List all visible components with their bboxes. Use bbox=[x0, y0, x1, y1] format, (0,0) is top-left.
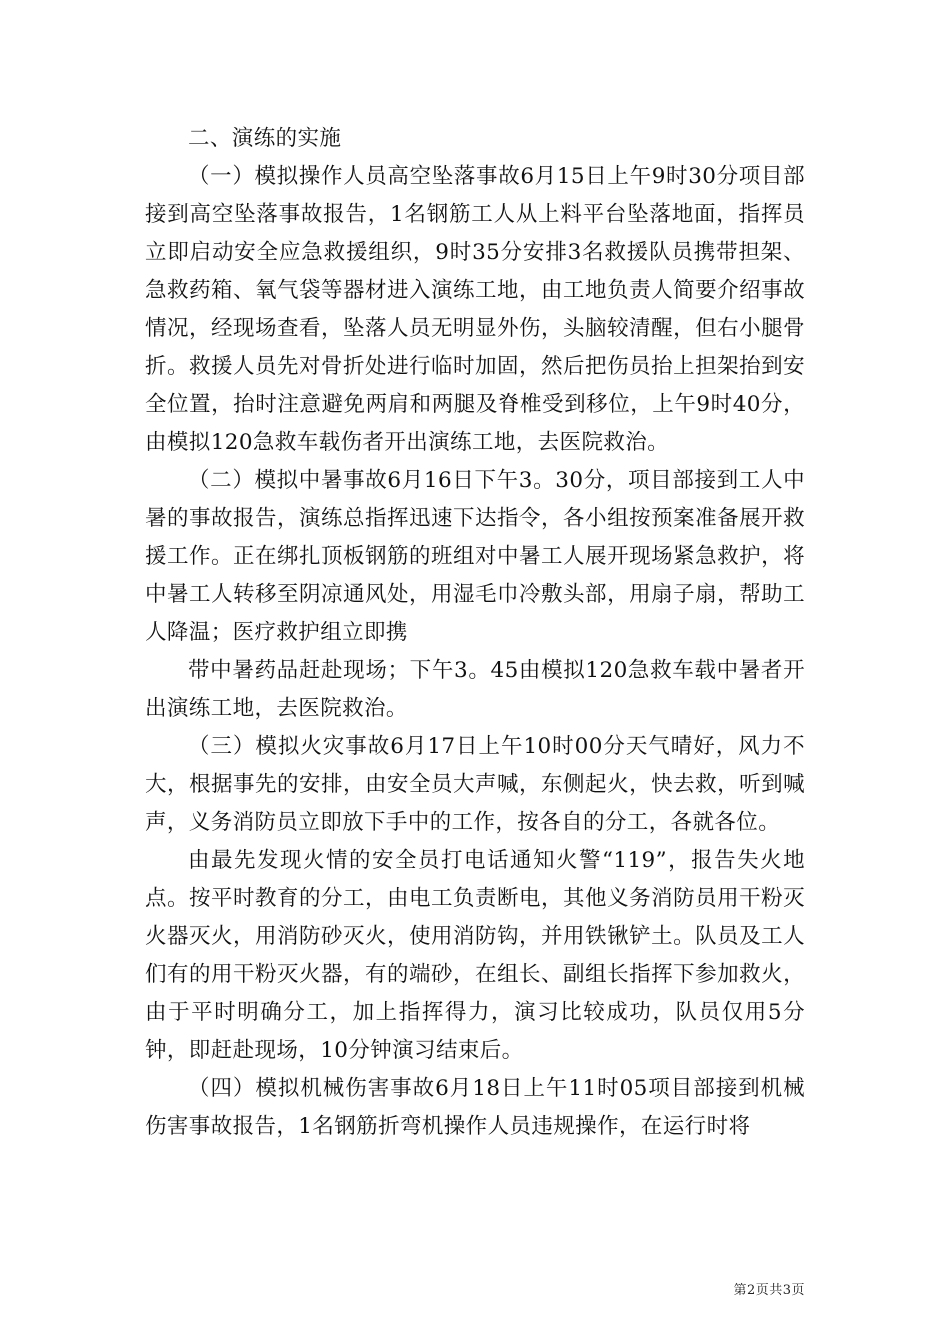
paragraph-fall-accident: （一）模拟操作人员高空坠落事故6月15日上午9时30分项目部接到高空坠落事故报告，1名钢筋工人从上料平台坠落地面，指挥员立即启动安全应急救援组织，9时35分安排3名救援队员携带担架、急救药箱、氧气袋等器材进入演练工地，由工地负责人简要介绍事故情况，经现场查看，坠落人员无明显外伤，头脑较清醒，但右小腿骨折。救援人员先对骨折处进行临时加固，然后把伤员抬上担架抬到安全位置，抬时注意避免两肩和两腿及脊椎受到移位，上午9时40分，由模拟120急救车载伤者开出演练工地，去医院救治。 bbox=[145, 164, 805, 455]
document-body bbox=[145, 120, 805, 1146]
page-number: 第2页共3页 bbox=[733, 1283, 805, 1298]
section-heading: 二、演练的实施 bbox=[188, 126, 342, 151]
paragraph-mechanical-accident: （四）模拟机械伤害事故6月18日上午11时05项目部接到机械伤害事故报告，1名钢筋折弯机操作人员违规操作，在运行时将 bbox=[145, 1076, 805, 1139]
paragraph-fire-accident: （三）模拟火灾事故6月17日上午10时00分天气晴好，风力不大，根据事先的安排，由安全员大声喊，东侧起火，快去救，听到喊声，义务消防员立即放下手中的工作，按各自的分工，各就各位。 bbox=[145, 734, 805, 835]
paragraph-fire-response: 由最先发现火情的安全员打电话通知火警“119”，报告失火地点。按平时教育的分工，由电工负责断电，其他义务消防员用干粉灭火器灭火，用消防砂灭火，使用消防钩，并用铁锹铲土。队员及工人们有的用干粉灭火器，有的端砂，在组长、副组长指挥下参加救火，由于平时明确分工，加上指挥得力，演习比较成功，队员仅用5分钟，即赶赴现场，10分钟演习结束后。 bbox=[145, 848, 805, 1063]
paragraph-heatstroke-continued: 带中暑药品赶赴现场；下午3。45由模拟120急救车载中暑者开出演练工地，去医院救治。 bbox=[145, 658, 805, 721]
paragraph-heatstroke-accident: （二）模拟中暑事故6月16日下午3。30分，项目部接到工人中暑的事故报告，演练总指挥迅速下达指令，各小组按预案准备展开救援工作。正在绑扎顶板钢筋的班组对中暑工人展开现场紧急救护，将中暑工人转移至阴凉通风处，用湿毛巾冷敷头部，用扇子扇，帮助工人降温；医疗救护组立即携 bbox=[145, 468, 805, 645]
